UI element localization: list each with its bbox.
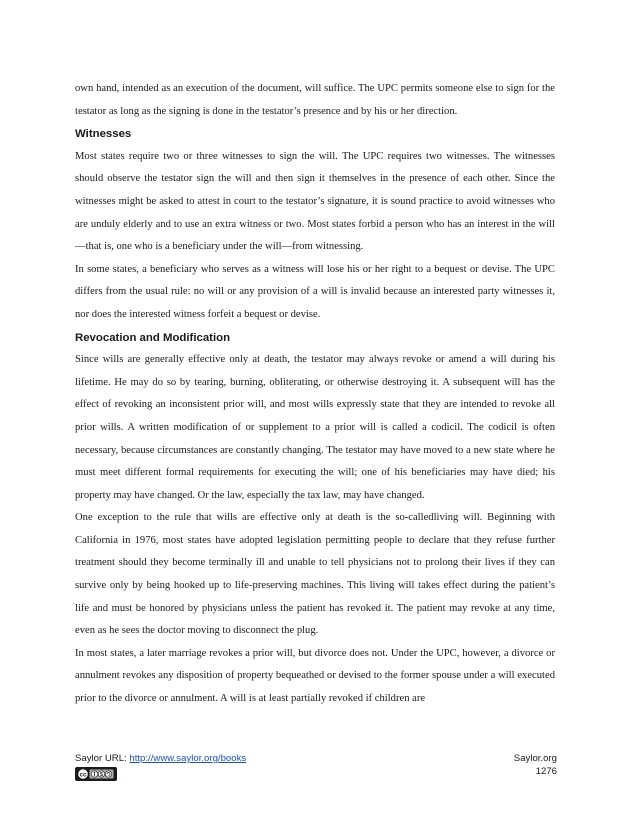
paragraph: own hand, intended as an execution of the document, will suffice. The UPC permits someone else to sign for the testator as long as the signing is done in the testator’s presence and by his or her direction. bbox=[75, 83, 555, 117]
footer-page-info bbox=[514, 752, 557, 778]
paragraph: Since wills are generally effective only at death, the testator may always revoke or amend a will during his lifetime. He may do so by tearing, burning, obliterating, or otherwise destroying it. A subsequent will has the effect of revoking an inconsistent prior will, and most wills expressly state that they are intended to revoke all prior wills. A written modification of or supplement to a prior will is called a codicil. The codicil is often necessary, because circumstances are constantly changing. The testator may have moved to a new state where he must meet different formal requirements for executing the will; one of his beneficiaries may have died; his property may have changed. Or the law, especially the tax law, may have changed. bbox=[75, 354, 555, 501]
source-link[interactable]: http://www.saylor.org/books bbox=[129, 753, 247, 764]
paragraph: Most states require two or three witnesses to sign the will. The UPC requires two witnesses. The witnesses should observe the testator sign the will and then sign it themselves in the presence of each other. Since the witnesses might be asked to attest in court to the testator’s signature, it is sound practice to avoid witnesses who are unduly elderly and to use an extra witness or two. Most states forbid a person who has an interest in the will—that is, one who is a beneficiary under the will—from witnessing. bbox=[75, 150, 555, 253]
paragraph: One exception to the rule that wills are effective only at death is the so-calledliving will. Beginning with California in 1976, most states have adopted legislation permitting people to declare that they refuse further treatment should they become terminally ill and unable to tell physicians not to prolong their lives if they can survive only by being hooked up to life-preserving machines. This living will takes effect during the patient’s life and must be honored by physicians unless the patient has revoked it. The patient may revoke at any time, even as he sees the doctor moving to disconnect the plug. bbox=[75, 512, 555, 637]
page-body bbox=[75, 78, 555, 711]
footer-source bbox=[75, 752, 246, 781]
publisher-name: Saylor.org bbox=[513, 753, 557, 764]
section-heading-witnesses: Witnesses bbox=[75, 128, 132, 141]
source-label: Saylor URL: bbox=[75, 753, 130, 764]
svg-text:cc: cc bbox=[79, 772, 87, 779]
paragraph: In some states, a beneficiary who serves as a witness will lose his or her right to a bequest or devise. The UPC differs from the usual rule: no will or any provision of a will is invalid because an interested party witnesses it, nor does the interested witness forfeit a bequest or devise. bbox=[75, 263, 555, 320]
svg-text:$: $ bbox=[100, 772, 103, 778]
section-heading-revocation: Revocation and Modification bbox=[75, 331, 231, 344]
cc-by-nc-sa-icon bbox=[75, 767, 117, 781]
paragraph: In most states, a later marriage revokes a prior will, but divorce does not. Under the UPC, however, a divorce or annulment revokes any disposition of property bequeathed or devised to the former spouse under a will executed prior to the divorce or annulment. A will is at least partially revoked if children are bbox=[75, 647, 555, 705]
page-number: 1276 bbox=[535, 766, 557, 777]
